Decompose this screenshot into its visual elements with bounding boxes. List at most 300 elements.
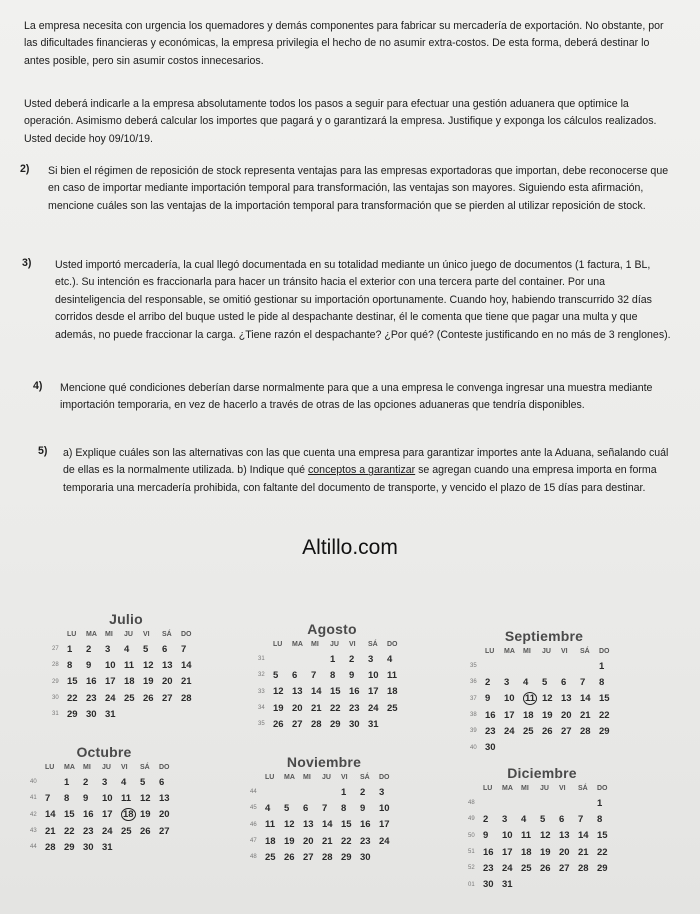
calendar-week-row <box>470 739 618 755</box>
calendar-day: 10 <box>102 792 113 804</box>
calendar-day <box>483 795 502 811</box>
week-number: 49 <box>468 816 475 823</box>
calendar-day: 13 <box>303 819 314 831</box>
calendar-month-title: Octubre <box>76 744 132 760</box>
calendar-day: 21 <box>580 709 591 721</box>
week-number: 48 <box>250 854 257 861</box>
week-number: 35 <box>470 663 477 670</box>
calendar-day: 24 <box>102 825 113 837</box>
calendar-day: 25 <box>521 862 532 874</box>
calendar-week-row <box>468 828 616 844</box>
calendar-day: 9 <box>360 802 366 814</box>
calendar-day: 20 <box>292 702 303 714</box>
weekday-header: JU <box>322 774 331 781</box>
calendar-day: 10 <box>105 659 116 671</box>
calendar-octubre <box>30 744 178 855</box>
question-4-number: 4) <box>33 380 43 392</box>
calendar-day: 2 <box>483 813 489 825</box>
calendar-day <box>379 849 398 865</box>
calendar-day: 20 <box>303 835 314 847</box>
calendar-day: 3 <box>105 643 111 655</box>
calendar-day: 4 <box>124 643 130 655</box>
weekday-header: VI <box>121 764 128 771</box>
weekday-header: JU <box>124 631 133 638</box>
calendar-week-row <box>258 684 406 700</box>
weekday-header: MI <box>105 631 113 638</box>
calendar-week-row <box>468 795 616 811</box>
calendar-grid <box>52 631 200 722</box>
calendar-day: 17 <box>502 846 513 858</box>
calendar-day <box>273 651 292 667</box>
calendar-day: 20 <box>559 846 570 858</box>
week-number: 50 <box>468 832 475 839</box>
calendar-day: 17 <box>105 676 116 688</box>
calendar-day <box>121 807 140 823</box>
calendar-week-row <box>30 807 178 823</box>
question-5-underlined: conceptos a garantizar <box>307 464 416 477</box>
calendar-week-row <box>30 823 178 839</box>
calendar-day <box>578 876 597 892</box>
calendar-day: 2 <box>485 676 491 688</box>
week-number: 35 <box>258 721 265 728</box>
calendar-day <box>542 739 561 755</box>
week-number: 31 <box>52 711 59 718</box>
calendar-day: 26 <box>140 825 151 837</box>
weekday-header: VI <box>341 774 348 781</box>
calendar-day: 18 <box>521 846 532 858</box>
calendar-day: 31 <box>105 708 116 720</box>
calendar-day: 28 <box>322 851 333 863</box>
calendar-diciembre <box>468 765 616 893</box>
calendar-week-row <box>468 811 616 827</box>
calendar-day <box>523 739 542 755</box>
calendar-day <box>162 706 181 722</box>
calendar-day: 9 <box>485 693 491 705</box>
week-number: 41 <box>30 795 37 802</box>
week-number: 29 <box>52 678 59 685</box>
week-number: 44 <box>30 844 37 851</box>
calendar-day: 9 <box>349 669 355 681</box>
calendar-day: 18 <box>387 686 398 698</box>
calendar-day: 29 <box>341 851 352 863</box>
calendar-day: 27 <box>292 718 303 730</box>
calendar-day: 26 <box>273 718 284 730</box>
calendar-day <box>521 876 540 892</box>
calendar-day: 19 <box>540 846 551 858</box>
question-5-text-a: a) Explique cuáles son las alternativas con las que cuenta una empresa para garantizar importes ante la Aduana, señalando cuál de ellas es la normalmente utilizada. b) Indique qué <box>63 447 669 477</box>
calendar-day <box>292 651 311 667</box>
calendar-day: 31 <box>502 879 513 891</box>
calendar-day: 26 <box>542 725 553 737</box>
calendar-day: 15 <box>599 693 610 705</box>
question-5-number: 5) <box>38 445 48 457</box>
week-number: 38 <box>470 712 477 719</box>
weekday-header: LU <box>265 774 275 781</box>
calendar-day: 19 <box>542 709 553 721</box>
calendar-day: 21 <box>578 846 589 858</box>
calendar-day <box>580 658 599 674</box>
calendar-day: 29 <box>67 708 78 720</box>
calendar-day: 1 <box>67 643 73 655</box>
calendar-day: 14 <box>181 659 192 671</box>
calendar-day: 8 <box>64 792 70 804</box>
weekday-header: MA <box>504 648 515 655</box>
intro-paragraph-1: La empresa necesita con urgencia los quemadores y demás componentes para fabricar su mercadería de exportación. No obstante, por las dificultades financieras y económicas, la empresa privilegia el hecho de no asumir extra-costos. De esta forma, deberá destinar lo antes posible, pero sin asumir costos innecesarios. <box>24 20 664 67</box>
calendar-day <box>303 784 322 800</box>
calendar-day: 27 <box>162 692 173 704</box>
calendar-day: 1 <box>341 786 347 798</box>
calendar-day: 14 <box>45 809 56 821</box>
weekday-header: DO <box>597 785 608 792</box>
question-5-text <box>63 445 675 497</box>
calendar-day <box>121 839 140 855</box>
calendar-day: 13 <box>159 792 170 804</box>
calendar-day: 29 <box>64 841 75 853</box>
calendar-day: 18 <box>124 676 135 688</box>
calendar-day: 24 <box>368 702 379 714</box>
calendar-day <box>599 739 618 755</box>
calendar-day: 27 <box>159 825 170 837</box>
weekday-header: MI <box>523 648 531 655</box>
week-number: 40 <box>30 779 37 786</box>
calendar-day: 29 <box>599 725 610 737</box>
calendar-day: 13 <box>561 693 572 705</box>
weekday-header: VI <box>349 641 356 648</box>
calendar-month-title: Diciembre <box>507 765 577 781</box>
calendar-day: 17 <box>368 686 379 698</box>
calendar-day: 16 <box>349 686 360 698</box>
calendar-day: 4 <box>265 802 271 814</box>
calendar-day: 6 <box>292 669 298 681</box>
calendar-grid <box>258 641 406 732</box>
question-4-text: Mencione qué condiciones deberían darse normalmente para que a una empresa le convenga ingresar una muestra mediante importación temporaria, en vez de hacerlo a través de otras de las opciones aduaneras que tendría disponibles. <box>60 382 653 412</box>
calendar-day: 16 <box>86 676 97 688</box>
calendar-day: 23 <box>485 725 496 737</box>
weekday-header: DO <box>159 764 170 771</box>
calendar-week-row <box>250 833 398 849</box>
calendar-day: 9 <box>83 792 89 804</box>
weekday-header: SÁ <box>140 764 150 771</box>
calendar-day: 7 <box>580 676 586 688</box>
calendar-day <box>559 795 578 811</box>
calendar-day: 3 <box>504 676 510 688</box>
calendar-day <box>559 876 578 892</box>
weekday-header: SÁ <box>162 631 172 638</box>
calendar-month-title: Septiembre <box>504 628 584 644</box>
calendar-day: 11 <box>265 819 276 831</box>
calendar-day: 31 <box>368 718 379 730</box>
calendar-day: 1 <box>597 797 603 809</box>
calendar-day: 4 <box>523 676 529 688</box>
calendar-day: 21 <box>181 676 192 688</box>
calendar-day: 26 <box>284 851 295 863</box>
calendar-day: 15 <box>341 819 352 831</box>
calendar-day <box>485 658 504 674</box>
calendar-day: 14 <box>311 686 322 698</box>
weekday-header: MI <box>303 774 311 781</box>
calendar-day: 15 <box>64 809 75 821</box>
weekday-header: VI <box>561 648 568 655</box>
weekday-header: LU <box>45 764 55 771</box>
question-2-number: 2) <box>20 163 30 175</box>
calendar-day: 17 <box>102 809 113 821</box>
calendar-month-title: Julio <box>109 611 143 627</box>
calendar-day: 4 <box>521 813 527 825</box>
weekday-header: DO <box>181 631 192 638</box>
weekday-header: MA <box>284 774 295 781</box>
calendar-day: 25 <box>387 702 398 714</box>
calendar-day: 6 <box>559 813 565 825</box>
calendar-day <box>504 739 523 755</box>
calendar-day <box>140 839 159 855</box>
weekday-header: SÁ <box>580 648 590 655</box>
week-number: 51 <box>468 849 475 856</box>
calendar-day: 19 <box>284 835 295 847</box>
calendar-month-title: Noviembre <box>286 754 362 770</box>
weekday-header: JU <box>540 785 549 792</box>
question-2-text: Si bien el régimen de reposición de stock representa ventajas para las empresas exportadoras que importan, debe reconocerse que en caso de importar mediante importación temporal para transformación, las ventajas son mayores. Siguiendo esta afirmación, mencione cuáles son las ventajas de la importación temporal para transformación que se pierden al utilizar reposición de stock. <box>48 165 669 212</box>
calendar-day: 12 <box>542 693 553 705</box>
calendar-day: 2 <box>83 776 89 788</box>
question-5-text-b: se agregan cuando una empresa importa en forma temporaria una mercadería prohibida, con faltante del documento de transporte, y vencido el plazo de 15 días para destinar. <box>63 464 657 494</box>
calendar-day: 20 <box>159 809 170 821</box>
calendar-week-row <box>258 651 406 667</box>
circled-day: 11 <box>525 693 536 705</box>
weekday-header: LU <box>485 648 495 655</box>
calendar-day: 15 <box>67 676 78 688</box>
calendar-month-title: Agosto <box>307 621 357 637</box>
weekday-header: DO <box>379 774 390 781</box>
calendar-day: 16 <box>485 709 496 721</box>
calendar-day: 30 <box>83 841 94 853</box>
calendar-day: 30 <box>86 708 97 720</box>
weekday-header: DO <box>387 641 398 648</box>
calendar-day: 12 <box>284 819 295 831</box>
calendar-day <box>597 876 616 892</box>
calendar-day: 13 <box>292 686 303 698</box>
week-number: 39 <box>470 728 477 735</box>
week-number: 01 <box>468 881 475 888</box>
calendar-julio <box>52 611 200 722</box>
weekday-header: MA <box>86 631 97 638</box>
weekday-header: VI <box>559 785 566 792</box>
calendar-day: 18 <box>523 709 534 721</box>
weekday-header: MI <box>311 641 319 648</box>
calendar-grid <box>470 648 618 756</box>
calendar-day: 23 <box>86 692 97 704</box>
calendar-day: 21 <box>311 702 322 714</box>
calendar-grid <box>250 774 398 865</box>
calendar-day: 16 <box>360 819 371 831</box>
week-number: 43 <box>30 828 37 835</box>
weekday-header: JU <box>330 641 339 648</box>
calendar-day <box>143 706 162 722</box>
week-number: 32 <box>258 672 265 679</box>
question-3-text: Usted importó mercadería, la cual llegó documentada en su totalidad mediante un único juego de documentos (1 factura, 1 BL, etc.). Su intención es fraccionarla para hacer un tránsito hacia el exterior con una tercera parte del container. Por una desinteligencia del responsable, se omitió gestionar su importación oportunamente. Cuando hoy, habiendo transcurrido 32 días corridos desde el arribo del buque usted le pide al despachante destinar, él le comenta que tiene que pagar una multa y que además, no puede fraccionar la carga. ¿Tiene razón el despachante? ¿Por qué? (Conteste justificando en no más de 3 renglones). <box>55 259 671 341</box>
calendar-day: 26 <box>540 862 551 874</box>
calendar-day: 2 <box>86 643 92 655</box>
calendar-day: 29 <box>330 718 341 730</box>
calendar-day <box>124 706 143 722</box>
calendar-day <box>45 774 64 790</box>
calendar-day: 23 <box>360 835 371 847</box>
calendar-week-row <box>470 723 618 739</box>
week-number: 42 <box>30 811 37 818</box>
calendar-day: 24 <box>379 835 390 847</box>
calendar-day <box>504 658 523 674</box>
calendar-grid <box>30 764 178 855</box>
week-number: 44 <box>250 789 257 796</box>
weekday-header: SÁ <box>578 785 588 792</box>
weekday-header: MA <box>64 764 75 771</box>
calendar-day: 28 <box>181 692 192 704</box>
calendar-day: 8 <box>67 659 73 671</box>
calendar-day: 29 <box>597 862 608 874</box>
calendar-week-row <box>250 800 398 816</box>
calendar-day: 30 <box>360 851 371 863</box>
calendar-day: 22 <box>341 835 352 847</box>
calendar-day <box>542 658 561 674</box>
calendar-day: 1 <box>599 660 605 672</box>
calendar-day: 11 <box>124 659 135 671</box>
calendar-day <box>502 795 521 811</box>
calendar-day: 8 <box>330 669 336 681</box>
calendar-day: 11 <box>387 669 398 681</box>
calendar-day <box>181 706 200 722</box>
circled-day: 18 <box>123 809 134 821</box>
calendar-week-row <box>52 690 200 706</box>
calendar-day: 5 <box>542 676 548 688</box>
calendar-day: 19 <box>273 702 284 714</box>
calendar-day: 2 <box>349 653 355 665</box>
calendar-day: 3 <box>102 776 108 788</box>
calendar-day: 31 <box>102 841 113 853</box>
calendar-day: 3 <box>379 786 385 798</box>
weekday-header: MI <box>521 785 529 792</box>
calendar-day: 25 <box>265 851 276 863</box>
calendar-day: 9 <box>86 659 92 671</box>
calendar-day: 6 <box>303 802 309 814</box>
calendar-day: 26 <box>143 692 154 704</box>
calendar-day <box>523 658 542 674</box>
calendar-day: 24 <box>105 692 116 704</box>
calendar-day: 18 <box>265 835 276 847</box>
calendar-day <box>561 739 580 755</box>
calendar-day: 25 <box>121 825 132 837</box>
calendar-day: 30 <box>349 718 360 730</box>
calendar-day: 15 <box>597 830 608 842</box>
calendar-day: 8 <box>597 813 603 825</box>
calendar-day: 20 <box>162 676 173 688</box>
calendar-day: 22 <box>330 702 341 714</box>
calendar-day: 10 <box>504 693 515 705</box>
calendar-day: 15 <box>330 686 341 698</box>
calendar-day: 25 <box>523 725 534 737</box>
calendar-day: 3 <box>368 653 374 665</box>
calendar-day: 9 <box>483 830 489 842</box>
calendar-day <box>159 839 178 855</box>
calendar-day: 19 <box>140 809 151 821</box>
week-number: 46 <box>250 821 257 828</box>
week-number: 45 <box>250 805 257 812</box>
calendar-day: 24 <box>504 725 515 737</box>
calendar-day: 22 <box>64 825 75 837</box>
calendar-day: 22 <box>599 709 610 721</box>
calendar-week-row <box>52 641 200 657</box>
week-number: 37 <box>470 695 477 702</box>
weekday-header: SÁ <box>360 774 370 781</box>
calendar-day: 2 <box>360 786 366 798</box>
calendar-day: 14 <box>580 693 591 705</box>
calendar-day <box>580 739 599 755</box>
calendar-day: 7 <box>181 643 187 655</box>
calendar-agosto <box>258 621 406 732</box>
calendar-day: 23 <box>83 825 94 837</box>
calendar-day: 8 <box>341 802 347 814</box>
calendar-day: 21 <box>322 835 333 847</box>
weekday-header: LU <box>483 785 493 792</box>
calendar-day <box>540 795 559 811</box>
calendar-day: 6 <box>162 643 168 655</box>
calendar-day: 27 <box>561 725 572 737</box>
calendar-day: 16 <box>83 809 94 821</box>
calendar-day <box>561 658 580 674</box>
week-number: 52 <box>468 865 475 872</box>
calendar-day: 10 <box>502 830 513 842</box>
calendar-day: 5 <box>143 643 149 655</box>
calendar-week-row <box>30 839 178 855</box>
weekday-header: VI <box>143 631 150 638</box>
calendar-week-row <box>52 674 200 690</box>
calendar-day: 1 <box>64 776 70 788</box>
calendar-week-row <box>470 691 618 707</box>
weekday-header: JU <box>542 648 551 655</box>
calendar-day: 19 <box>143 676 154 688</box>
calendar-day: 5 <box>540 813 546 825</box>
calendar-day <box>523 691 542 707</box>
calendar-week-row <box>30 790 178 806</box>
calendar-day <box>284 784 303 800</box>
calendar-day <box>540 876 559 892</box>
calendar-day: 28 <box>578 862 589 874</box>
question-3-number: 3) <box>22 257 32 269</box>
calendar-day <box>387 716 406 732</box>
calendar-day <box>578 795 597 811</box>
calendar-day: 3 <box>502 813 508 825</box>
calendar-day: 28 <box>311 718 322 730</box>
calendar-day: 25 <box>124 692 135 704</box>
calendar-day: 27 <box>303 851 314 863</box>
calendar-day: 12 <box>140 792 151 804</box>
calendar-day: 12 <box>143 659 154 671</box>
calendar-day: 27 <box>559 862 570 874</box>
calendar-day: 10 <box>379 802 390 814</box>
calendar-day: 24 <box>502 862 513 874</box>
week-number: 27 <box>52 646 59 653</box>
calendar-week-row <box>258 716 406 732</box>
weekday-header: MI <box>83 764 91 771</box>
calendar-week-row <box>258 667 406 683</box>
week-number: 34 <box>258 705 265 712</box>
week-number: 30 <box>52 695 59 702</box>
calendar-day: 30 <box>483 879 494 891</box>
weekday-header: LU <box>273 641 283 648</box>
calendar-week-row <box>250 849 398 865</box>
calendar-day: 5 <box>284 802 290 814</box>
calendar-day: 28 <box>580 725 591 737</box>
calendar-day: 7 <box>311 669 317 681</box>
calendar-week-row <box>250 817 398 833</box>
